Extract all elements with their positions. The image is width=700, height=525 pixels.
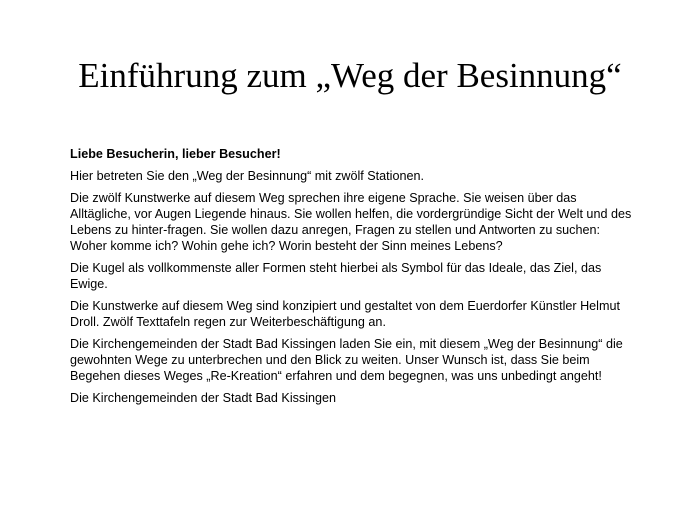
greeting: Liebe Besucherin, lieber Besucher! [70, 147, 281, 161]
paragraph-invitation: Die Kirchengemeinden der Stadt Bad Kissingen laden Sie ein, mit diesem „Weg der Besinnung“ die gewohnten Wege zu unterbrechen und den Blick zu weiten. Unser Wunsch ist, dass Sie beim Begehen dieses Weges „Re-Kreation“ erfahren und dem begegnen, was uns unbedingt angeht! [70, 337, 623, 383]
page-title: Einführung zum „Weg der Besinnung“ [78, 56, 622, 95]
signature: Die Kirchengemeinden der Stadt Bad Kissingen [70, 391, 337, 405]
paragraph-artworks: Die zwölf Kunstwerke auf diesem Weg sprechen ihre eigene Sprache. Sie weisen über das Alltägliche, vor Augen Liegende hinaus. Sie wollen helfen, die vordergründige Sicht der Welt und des Lebens zu hinter-fragen. Sie wollen dazu anregen, Fragen zu stellen und Antworten zu suchen: Woher komme ich? Wohin gehe ich? Worin besteht der Sinn meines Lebens? [70, 191, 632, 253]
paragraph-intro: Hier betreten Sie den „Weg der Besinnung“ mit zwölf Stationen. [70, 169, 424, 183]
document-body [70, 146, 640, 412]
paragraph-sphere: Die Kugel als vollkommenste aller Formen steht hierbei als Symbol für das Ideale, das Ziel, das Ewige. [70, 261, 602, 291]
paragraph-artist: Die Kunstwerke auf diesem Weg sind konzipiert und gestaltet von dem Euerdorfer Künstler Helmut Droll. Zwölf Texttafeln regen zur Weiterbeschäftigung an. [70, 299, 620, 329]
